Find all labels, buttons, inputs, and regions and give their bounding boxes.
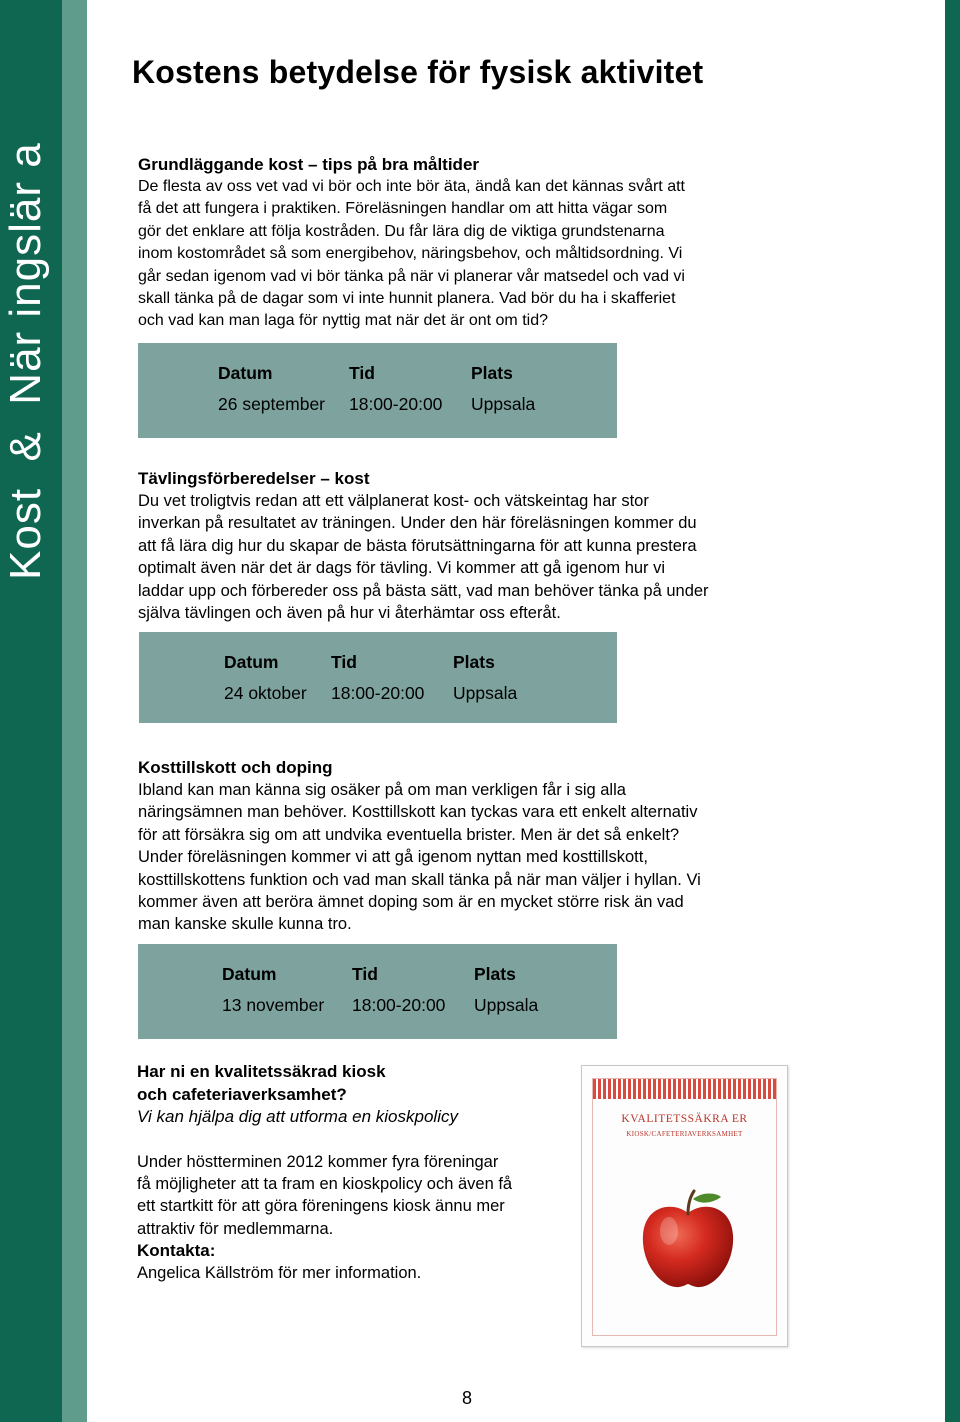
section-kosttillskott-doping bbox=[138, 757, 798, 936]
apple-icon bbox=[633, 1187, 743, 1292]
kiosk-question: Har ni en kvalitetssäkrad kiosk bbox=[137, 1062, 386, 1081]
kiosk-line: Under höstterminen 2012 kommer fyra föreningar bbox=[137, 1152, 499, 1171]
right-band bbox=[945, 0, 960, 1422]
event-time: 18:00-20:00 bbox=[352, 995, 446, 1015]
event-date-label: Datum bbox=[224, 652, 279, 672]
event-table bbox=[222, 964, 574, 1016]
section-line: skall tänka på de dagar som vi inte hunnit planera. Vad bör du ha i skafferiet bbox=[138, 290, 676, 308]
section-line: gör det enklare att följa kostråden. Du får lära dig de viktiga grundstenarna bbox=[138, 222, 665, 240]
page-number: 8 bbox=[462, 1388, 473, 1408]
section-line: inom kostområdet så som energibehov, näringsbehov, och måltidsordning. Vi bbox=[138, 245, 683, 263]
contact-text: Angelica Källström för mer information. bbox=[137, 1264, 422, 1283]
section-line: går sedan igenom vad vi bör tänka på när vi planerar vår matsedel och vad vi bbox=[138, 267, 685, 285]
contact-heading: Kontakta: bbox=[137, 1241, 216, 1261]
event-time-label: Tid bbox=[331, 652, 357, 672]
event-place: Uppsala bbox=[474, 995, 539, 1015]
section-line: Ibland kan man känna sig osäker på om man verkligen får i sig alla bbox=[138, 781, 626, 799]
event-table bbox=[218, 363, 571, 415]
event-place-label: Plats bbox=[453, 652, 495, 672]
event-date: 24 oktober bbox=[224, 683, 307, 703]
brochure-pattern-strip bbox=[593, 1079, 776, 1099]
section-heading: Grundläggande kost – tips på bra måltider bbox=[138, 155, 480, 174]
section-line: Du vet troligtvis redan att ett välplanerat kost- och vätskeintag har stor bbox=[138, 492, 649, 510]
section-line: få det att fungera i praktiken. Föreläsningen handlar om att hitta vägar som bbox=[138, 200, 668, 218]
event-place: Uppsala bbox=[471, 394, 536, 414]
side-label: Kost & När ingslär a bbox=[1, 142, 50, 580]
event-table bbox=[224, 652, 553, 704]
event-date: 13 november bbox=[222, 995, 325, 1015]
event-date-label: Datum bbox=[222, 964, 277, 984]
section-line: man kanske skulle kunna tro. bbox=[138, 915, 352, 934]
brochure-subtitle: KIOSK/CAFETERIAVERKSAMHET bbox=[626, 1130, 743, 1138]
kiosk-line: ett startkitt för att göra föreningens kiosk ännu mer bbox=[137, 1197, 505, 1216]
section-line: laddar upp och förbereder oss på bästa sätt, vad man behöver tänka på under bbox=[138, 581, 709, 600]
section-line: själva tävlingen och även på hur vi återhämtar oss efteråt. bbox=[138, 604, 561, 623]
brochure-frame bbox=[592, 1078, 777, 1336]
section-grundlaggande-kost bbox=[138, 154, 798, 333]
section-line: att få lära dig hur du skapar de bästa förutsättningarna för att kunna prestera bbox=[138, 536, 697, 555]
event-place-label: Plats bbox=[474, 964, 516, 984]
section-line: De flesta av oss vet vad vi bör och inte bör äta, ändå kan det kännas svårt att bbox=[138, 178, 685, 195]
section-heading: Tävlingsförberedelser – kost bbox=[138, 469, 370, 488]
kiosk-subtitle: Vi kan hjälpa dig att utforma en kioskpolicy bbox=[137, 1107, 458, 1126]
section-line: kommer även att beröra ämnet doping som är en mycket större risk än vad bbox=[138, 893, 684, 912]
kiosk-line: attraktiv för medlemmarna. bbox=[137, 1219, 334, 1238]
section-line: för att försäkra sig om att undvika eventuella brister. Men är det så enkelt? bbox=[138, 825, 680, 844]
section-line: inverkan på resultatet av träningen. Under den här föreläsningen kommer du bbox=[138, 514, 697, 533]
event-place-label: Plats bbox=[471, 363, 513, 383]
kiosk-section bbox=[137, 1061, 567, 1285]
event-box bbox=[138, 343, 617, 438]
side-band-accent bbox=[62, 0, 87, 1422]
event-box bbox=[138, 944, 617, 1039]
kiosk-line: få möjligheter att ta fram en kioskpolicy och även få bbox=[137, 1174, 513, 1193]
brochure-title: KVALITETSSÄKRA ER bbox=[621, 1113, 748, 1125]
event-time-label: Tid bbox=[349, 363, 375, 383]
event-time-label: Tid bbox=[352, 964, 378, 984]
section-heading: Kosttillskott och doping bbox=[138, 758, 333, 777]
event-date-label: Datum bbox=[218, 363, 273, 383]
event-time: 18:00-20:00 bbox=[349, 394, 443, 414]
event-date: 26 september bbox=[218, 394, 326, 414]
section-line: optimalt även när det är dags för tävling. Vi kommer att gå igenom hur vi bbox=[138, 559, 666, 578]
page-title: Kostens betydelse för fysisk aktivitet bbox=[132, 54, 704, 90]
section-line: Under föreläsningen kommer vi att gå igenom nyttan med kosttillskott, bbox=[138, 848, 648, 867]
section-line: kosttillskottens funktion och vad man skall tänka på när man väljer i hyllan. Vi bbox=[138, 870, 701, 889]
event-time: 18:00-20:00 bbox=[331, 683, 425, 703]
section-line: och vad kan man laga för nyttig mat när det är ont om tid? bbox=[138, 312, 548, 330]
event-place: Uppsala bbox=[453, 683, 518, 703]
kiosk-question: och cafeteriaverksamhet? bbox=[137, 1084, 347, 1104]
section-line: näringsämnen man behöver. Kosttillskott kan tyckas vara ett enkelt alternativ bbox=[138, 803, 698, 822]
section-tavlingsforberedelser bbox=[138, 468, 798, 624]
event-box bbox=[139, 632, 617, 723]
brochure-image bbox=[581, 1065, 788, 1347]
